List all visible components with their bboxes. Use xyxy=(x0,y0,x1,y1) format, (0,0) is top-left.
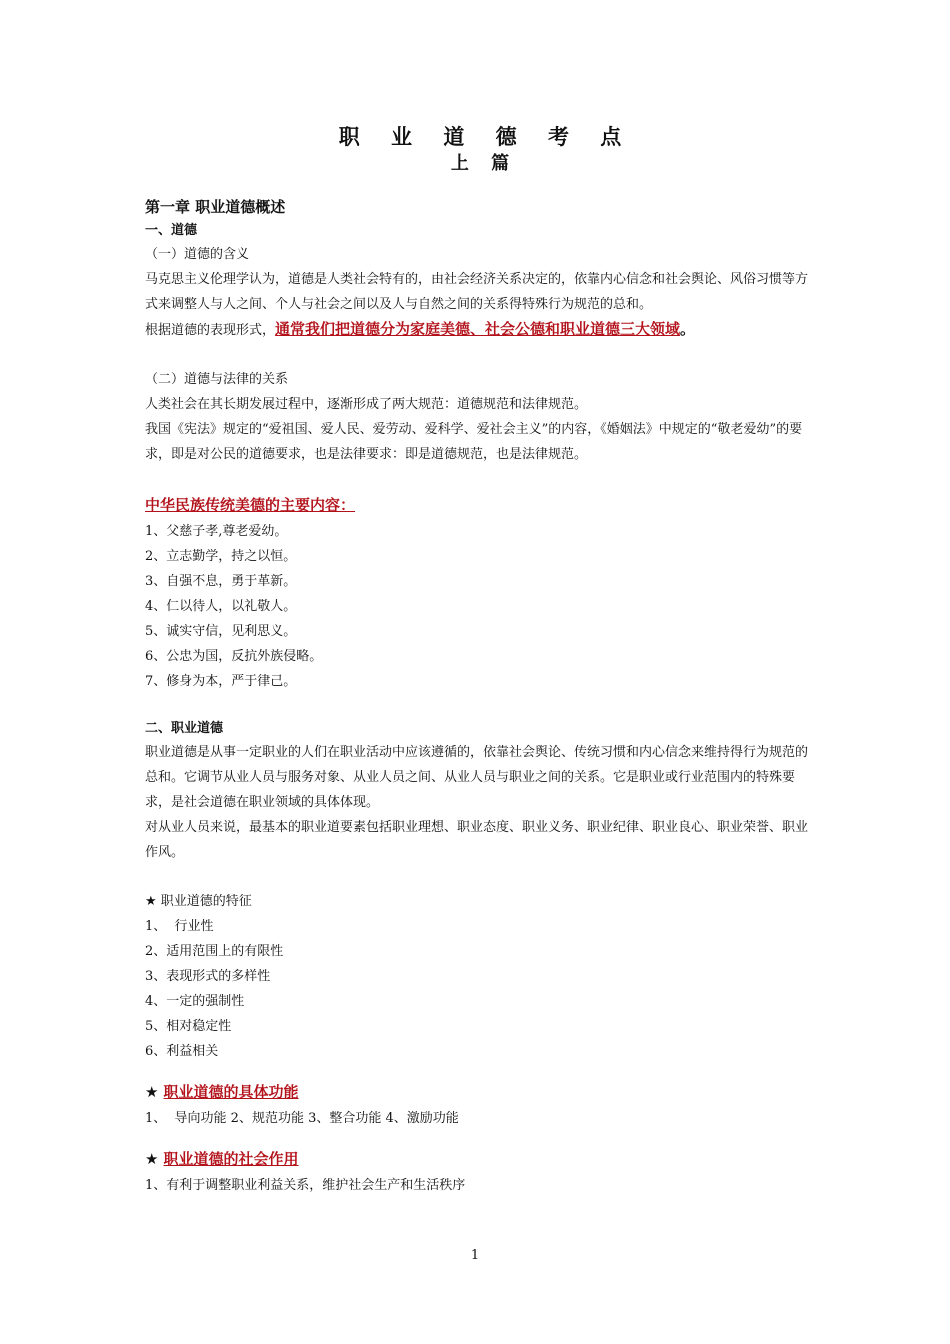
features-list xyxy=(145,914,815,1064)
subsection-meaning: （一）道德的含义 xyxy=(145,247,250,262)
star-icon: ★ xyxy=(145,894,157,909)
paragraph-morality-definition: 马克思主义伦理学认为，道德是人类社会特有的，由社会经济关系决定的，依靠内心信念和社会舆论、风俗习惯等方式来调整人与人之间、个人与社会之间以及人与自然之间的关系得特殊行为规范的总和。 xyxy=(145,272,809,312)
list-item: 6、利益相关 xyxy=(145,1044,219,1059)
page-number: 1 xyxy=(470,1248,480,1263)
paragraph-morality-domains xyxy=(145,317,815,343)
list-item: 4、仁以待人，以礼敬人。 xyxy=(145,599,297,614)
list-item: 5、诚实守信，见利思义。 xyxy=(145,624,297,639)
chapter-heading: 第一章 职业道德概述 xyxy=(145,198,286,216)
star-icon: ★ xyxy=(145,1150,159,1168)
virtues-list xyxy=(145,519,815,694)
list-item: 6、公忠为国，反抗外族侵略。 xyxy=(145,649,323,664)
functions-heading-text: 职业道德的具体功能 xyxy=(163,1083,299,1101)
list-item: 3、自强不息，勇于革新。 xyxy=(145,574,297,589)
list-item: 2、适用范围上的有限性 xyxy=(145,944,284,959)
social-role-heading xyxy=(145,1145,815,1173)
domains-prefix: 根据道德的表现形式， xyxy=(145,323,276,338)
list-item: 3、表现形式的多样性 xyxy=(145,969,271,984)
functions-heading xyxy=(145,1078,815,1106)
list-item: 2、立志勤学，持之以恒。 xyxy=(145,549,297,564)
list-item: 4、一定的强制性 xyxy=(145,994,245,1009)
document-title: 职 业 道 德 考 点 xyxy=(338,125,634,149)
features-heading xyxy=(145,889,815,914)
paragraph-basic-elements: 对从业人员来说，最基本的职业道要素包括职业理想、职业态度、职业义务、职业纪律、职业良心、职业荣誉、职业作风。 xyxy=(145,820,809,860)
virtues-heading-line xyxy=(145,491,815,519)
spacer xyxy=(145,343,815,367)
spacer xyxy=(145,1064,815,1078)
page-content xyxy=(145,122,815,1198)
subsection-law-relation: （二）道德与法律的关系 xyxy=(145,372,289,387)
section-heading-morality: 一、道德 xyxy=(145,223,198,238)
social-role-text: 1、有利于调整职业利益关系，维护社会生产和生活秩序 xyxy=(145,1178,466,1193)
domains-suffix: 。 xyxy=(680,320,696,338)
list-item: 1、父慈子孝,尊老爱幼。 xyxy=(145,524,288,539)
list-item: 5、相对稳定性 xyxy=(145,1019,232,1034)
section-heading-professional-ethics: 二、职业道德 xyxy=(145,721,224,736)
domains-emphasis: 通常我们把道德分为家庭美德、社会公德和职业道德三大领域 xyxy=(275,320,681,338)
star-icon: ★ xyxy=(145,1083,159,1101)
list-item: 1、 行业性 xyxy=(145,919,214,934)
social-role-heading-text: 职业道德的社会作用 xyxy=(163,1150,299,1168)
spacer xyxy=(145,694,815,718)
spacer xyxy=(145,865,815,889)
features-heading-text: 职业道德的特征 xyxy=(160,894,252,909)
spacer xyxy=(145,467,815,491)
functions-text: 1、 导向功能 2、规范功能 3、整合功能 4、激励功能 xyxy=(145,1111,459,1126)
list-item: 7、修身为本，严于律己。 xyxy=(145,674,297,689)
spacer xyxy=(145,1131,815,1145)
paragraph-professional-ethics-definition: 职业道德是从事一定职业的人们在职业活动中应该遵循的，依靠社会舆论、传统习惯和内心信念来维持得行为规范的总和。它调节从业人员与服务对象、从业人员之间、从业人员与职业之间的关系。它是职业或行业范围内的特殊要求，是社会道德在职业领域的具体体现。 xyxy=(145,745,809,810)
paragraph-two-norms: 人类社会在其长期发展过程中，逐渐形成了两大规范：道德规范和法律规范。 xyxy=(145,397,588,412)
document-subtitle: 上 篇 xyxy=(450,153,518,174)
paragraph-constitution: 我国《宪法》规定的“爱祖国、爱人民、爱劳动、爱科学、爱社会主义”的内容，《婚姻法》中规定的“敬老爱幼”的要求，即是对公民的道德要求，也是法律要求：即是道德规范，也是法律规范。 xyxy=(145,422,803,462)
virtues-heading: 中华民族传统美德的主要内容： xyxy=(145,496,356,514)
